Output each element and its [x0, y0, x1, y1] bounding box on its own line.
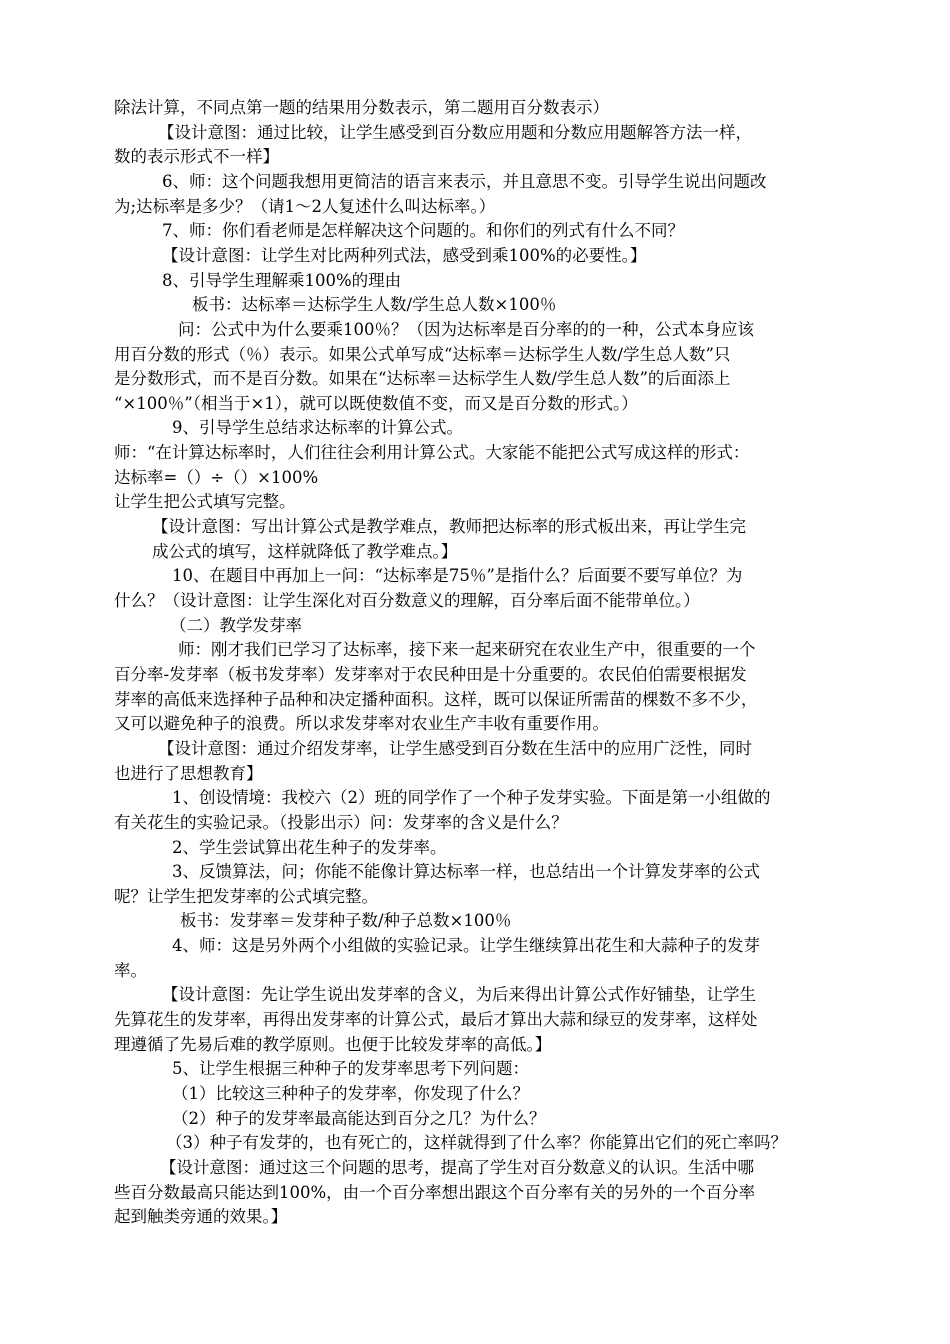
text-line: 6、师：这个问题我想用更简洁的语言来表示，并且意思不变。引导学生说出问题改 — [162, 171, 767, 191]
text-line: 7、师：你们看老师是怎样解决这个问题的。和你们的列式有什么不同？ — [162, 221, 684, 241]
text-line: 5、让学生根据三种种子的发芽率思考下列问题： — [172, 1059, 529, 1079]
text-line: 百分率-发芽率（板书发芽率）发芽率对于农民种田是十分重要的。农民伯伯需要根据发 — [114, 664, 747, 684]
text-line: 3、反馈算法，问；你能不能像计算达标率一样，也总结出一个计算发芽率的公式 — [172, 862, 760, 882]
text-line: 成公式的填写，这样就降低了教学难点。】 — [152, 541, 458, 561]
text-line: 理遵循了先易后难的教学原则。也便于比较发芽率的高低。】 — [114, 1034, 552, 1054]
text-line: 用百分数的形式（％）表示。如果公式单写成“达标率＝达标学生人数/学生总人数”只 — [114, 344, 731, 364]
text-line: 2、学生尝试算出花生种子的发芽率。 — [172, 837, 447, 857]
text-line: 问：公式中为什么要乘100％？（因为达标率是百分率的的一种，公式本身应该 — [178, 319, 754, 339]
text-line: 10、在题目中再加上一问：“达标率是75％”是指什么？后面要不要写单位？为 — [172, 566, 743, 586]
text-line: 除法计算，不同点第一题的结果用分数表示，第二题用百分数表示） — [114, 98, 609, 117]
text-line: 呢？让学生把发芽率的公式填完整。 — [114, 886, 378, 906]
text-line: 又可以避免种子的浪费。所以求发芽率对农业生产丰收有重要作用。 — [114, 714, 609, 734]
text-line: 先算花生的发芽率，再得出发芽率的计算公式，最后才算出大蒜和绿豆的发芽率，这样处 — [114, 1010, 758, 1030]
text-line: 9、引导学生总结求达标率的计算公式。 — [172, 418, 463, 438]
text-line: 什么？（设计意图：让学生深化对百分数意义的理解，百分率后面不能带单位。） — [114, 591, 700, 610]
text-line: 板书：达标率＝达标学生人数/学生总人数×100％ — [192, 295, 557, 315]
text-line: 板书：发芽率＝发芽种子数/种子总数×100％ — [180, 911, 512, 931]
text-line: 【设计意图：通过比较，让学生感受到百分数应用题和分数应用题解答方法一样， — [158, 122, 752, 142]
text-line: 师：“在计算达标率时，人们往往会利用计算公式。大家能不能把公式写成这样的形式： — [114, 443, 750, 463]
text-line: 【设计意图：写出计算公式是教学难点，教师把达标率的形式板出来，再让学生完 — [152, 517, 746, 537]
text-line: 【设计意图：让学生对比两种列式法，感受到乘100%的必要性。】 — [162, 245, 647, 265]
text-line: 数的表示形式不一样】 — [114, 147, 279, 167]
text-line: 师：刚才我们已学习了达标率，接下来一起来研究在农业生产中，很重要的一个 — [178, 640, 756, 660]
text-line: 芽率的高低来选择种子品种和决定播种面积。这样，既可以保证所需苗的棵数不多不少， — [114, 689, 758, 709]
text-line: 让学生把公式填写完整。 — [114, 492, 296, 512]
text-line: 8、引导学生理解乘100%的理由 — [162, 270, 402, 290]
text-line: 【设计意图：通过介绍发芽率，让学生感受到百分数在生活中的应用广泛性，同时 — [158, 738, 752, 758]
text-line: 【设计意图：通过这三个问题的思考，提高了学生对百分数意义的认识。生活中哪 — [160, 1157, 754, 1177]
text-line: （3）种子有发芽的，也有死亡的，这样就得到了什么率？你能算出它们的死亡率吗？ — [166, 1133, 787, 1153]
text-line: 些百分数最高只能达到100%，由一个百分率想出跟这个百分率有关的另外的一个百分率 — [114, 1182, 756, 1202]
text-line: 是分数形式，而不是百分数。如果在“达标率＝达标学生人数/学生总人数”的后面添上 — [114, 369, 731, 389]
text-line: （二）教学发芽率 — [170, 615, 302, 635]
text-line: 有关花生的实验记录。（投影出示）问：发芽率的含义是什么？ — [114, 812, 568, 832]
text-line: 为;达标率是多少？（请1～2人复述什么叫达标率。） — [114, 196, 496, 216]
text-line: 1、创设情境：我校六（2）班的同学作了一个种子发芽实验。下面是第一小组做的 — [172, 788, 771, 808]
text-line: （1）比较这三种种子的发芽率，你发现了什么？ — [172, 1084, 529, 1103]
text-line: 率。 — [114, 960, 147, 980]
text-line: 起到触类旁通的效果。】 — [114, 1207, 288, 1227]
text-line: 达标率=（）÷（）×100% — [114, 467, 319, 487]
text-line: 也进行了思想教育】 — [114, 763, 263, 783]
text-line: 4、师：这是另外两个小组做的实验记录。让学生继续算出花生和大蒜种子的发芽 — [172, 936, 760, 956]
text-line: 【设计意图：先让学生说出发芽率的含义，为后来得出计算公式作好铺垫，让学生 — [162, 985, 756, 1005]
text-line: （2）种子的发芽率最高能达到百分之几？为什么？ — [172, 1108, 546, 1128]
text-line: “×100％”（相当于×1），就可以既使数值不变，而又是百分数的形式。） — [114, 393, 638, 413]
